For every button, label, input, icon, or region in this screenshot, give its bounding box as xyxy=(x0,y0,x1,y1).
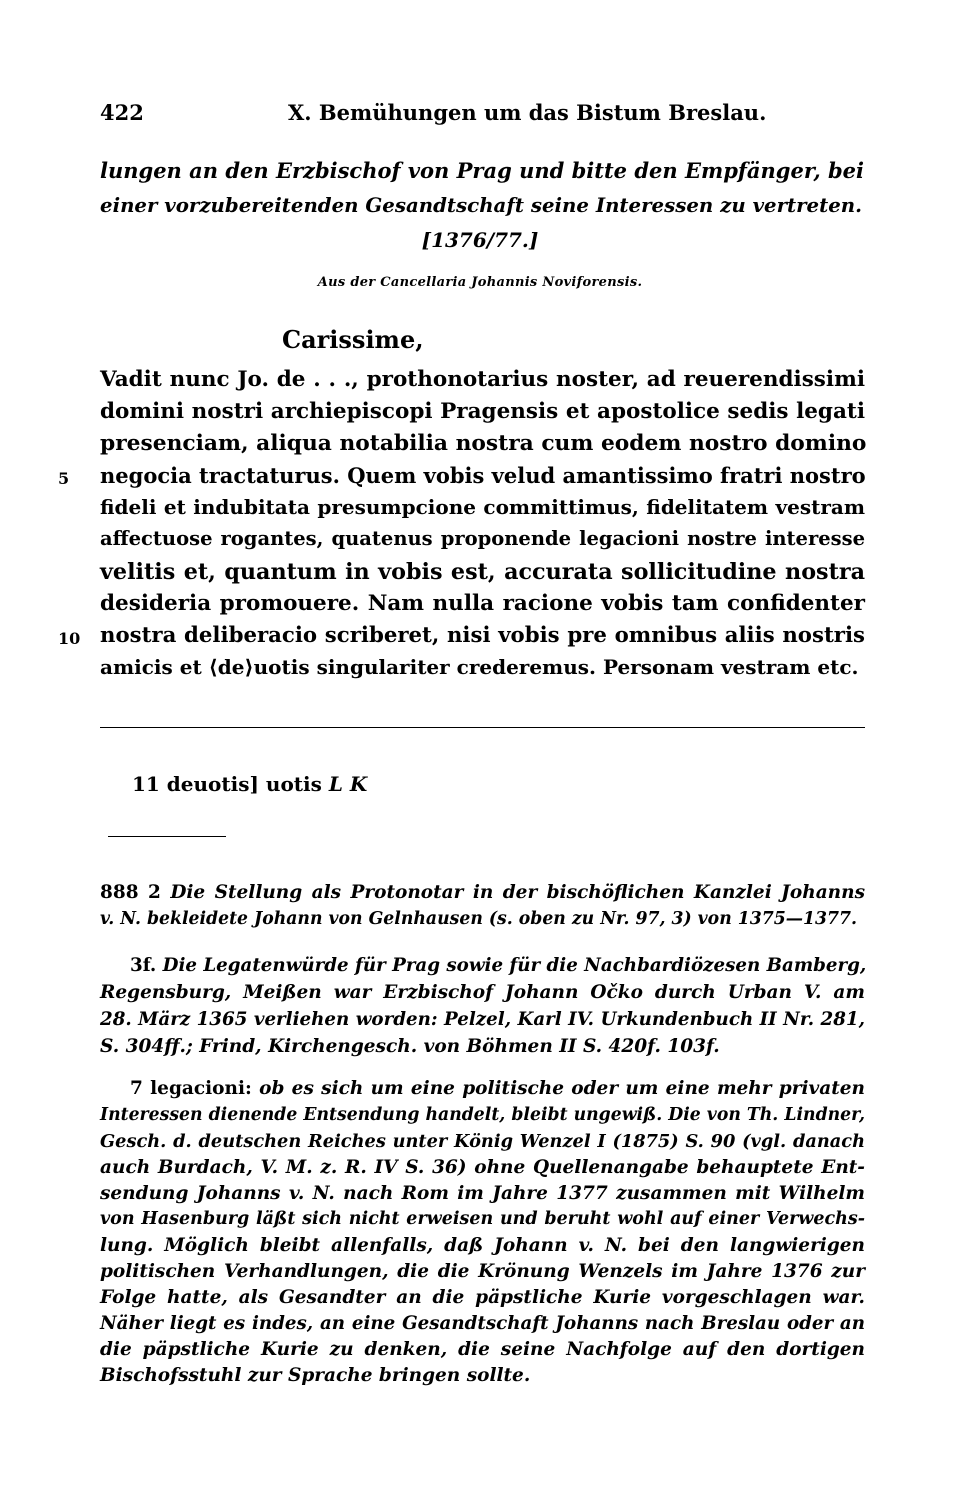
note-line: politischen Verhandlungen, die die Krönung Wenzels im Jahre 1376 zur xyxy=(100,1261,865,1282)
apparatus-entry: 11 deuotis] uotis xyxy=(132,772,322,796)
note-line: Näher liegt es indes, an eine Gesandtschaft Johanns nach Breslau oder an xyxy=(100,1313,865,1334)
document-date: [1376/77.] xyxy=(421,228,539,252)
note-ref: 3f. xyxy=(130,955,157,976)
critical-apparatus xyxy=(132,772,367,796)
note-line: lung. Möglich bleibt allenfalls, daß Johann v. N. bei den langwierigen xyxy=(100,1235,865,1256)
note-line: von Hasenburg läßt sich nicht erweisen und beruht wohl auf einer Verwechs- xyxy=(100,1209,865,1229)
line-number: 5 xyxy=(58,469,70,488)
note-line: Folge hatte, als Gesandter an die päpstliche Kurie vorgeschlagen war. xyxy=(100,1287,865,1308)
note-line: Bischofsstuhl zur Sprache bringen sollte. xyxy=(100,1365,531,1386)
note-line: auch Burdach, V. M. z. R. IV S. 36) ohne Quellenangabe behauptete Ent- xyxy=(100,1157,865,1178)
note-text: Die Legatenwürde für Prag sowie für die Nachbardiözesen Bamberg, xyxy=(162,955,867,976)
body-line: negocia tractaturus. Quem vobis velud amantissimo fratri nostro xyxy=(100,463,866,488)
body-line: domini nostri archiepiscopi Pragensis et apostolice sedis legati xyxy=(100,399,865,424)
page-number: 422 xyxy=(100,100,144,125)
note-line: sendung Johanns v. N. nach Rom im Jahre 1377 zusammen mit Wilhelm xyxy=(100,1183,865,1204)
body-line: presenciam, aliqua notabilia nostra cum eodem nostro domino xyxy=(100,431,867,456)
body-line: Vadit nunc Jo. de . . ., prothonotarius noster, ad reuerendissimi xyxy=(100,367,865,392)
source-note: Aus der Cancellaria Johannis Noviforensis. xyxy=(317,275,643,290)
note-line: Regensburg, Meißen war Erzbischof Johann Očko durch Urban V. am xyxy=(100,982,865,1003)
note-line: S. 304ff.; Frind, Kirchengesch. von Böhmen II S. 420f. 103f. xyxy=(100,1036,720,1057)
summary-line: einer vorzubereitenden Gesandtschaft seine Interessen zu vertreten. xyxy=(100,193,863,217)
body-line: desideria promouere. Nam nulla racione vobis tam confidenter xyxy=(100,591,865,616)
note-line: die päpstliche Kurie zu denken, die seine Nachfolge auf den dortigen xyxy=(100,1339,865,1360)
note-text: Die Stellung als Protonotar in der bischöflichen Kanzlei Johanns xyxy=(170,882,865,903)
apparatus-divider xyxy=(100,727,865,728)
note-line xyxy=(130,1078,865,1099)
apparatus-sigla: L K xyxy=(328,772,368,796)
note-line xyxy=(100,882,865,903)
running-title: X. Bemühungen um das Bistum Breslau. xyxy=(288,100,767,125)
line-number: 10 xyxy=(58,629,81,648)
running-head xyxy=(100,100,865,130)
summary-line: lungen an den Erzbischof von Prag und bitte den Empfänger, bei xyxy=(100,158,865,183)
notes-divider xyxy=(108,836,226,837)
body-line: fideli et indubitata presumpcione committimus, fidelitatem vestram xyxy=(100,495,865,519)
body-line: velitis et, quantum in vobis est, accurata sollicitudine nostra xyxy=(100,559,865,585)
salutation: Carissime, xyxy=(282,325,424,354)
note-ref: 888 2 xyxy=(100,882,161,903)
note-line: Gesch. d. deutschen Reiches unter König Wenzel I (1875) S. 90 (vgl. danach xyxy=(100,1131,865,1152)
note-line: v. N. bekleidete Johann von Gelnhausen (s. oben zu Nr. 97, 3) von 1375—1377. xyxy=(100,909,858,929)
note-ref: 7 legacioni: xyxy=(130,1078,252,1099)
body-line: nostra deliberacio scriberet, nisi vobis pre omnibus aliis nostris xyxy=(100,623,865,648)
note-line: Interessen dienende Entsendung handelt, bleibt ungewiß. Die von Th. Lindner, xyxy=(100,1105,865,1125)
note-line xyxy=(130,955,865,976)
note-text: ob es sich um eine politische oder um eine mehr privaten xyxy=(259,1078,866,1099)
note-line: 28. März 1365 verliehen worden: Pelzel, Karl IV. Urkundenbuch II Nr. 281, xyxy=(100,1009,865,1030)
body-line: amicis et ⟨de⟩uotis singulariter crederemus. Personam vestram etc. xyxy=(100,655,859,679)
body-line: affectuose rogantes, quatenus proponende legacioni nostre interesse xyxy=(100,527,865,550)
